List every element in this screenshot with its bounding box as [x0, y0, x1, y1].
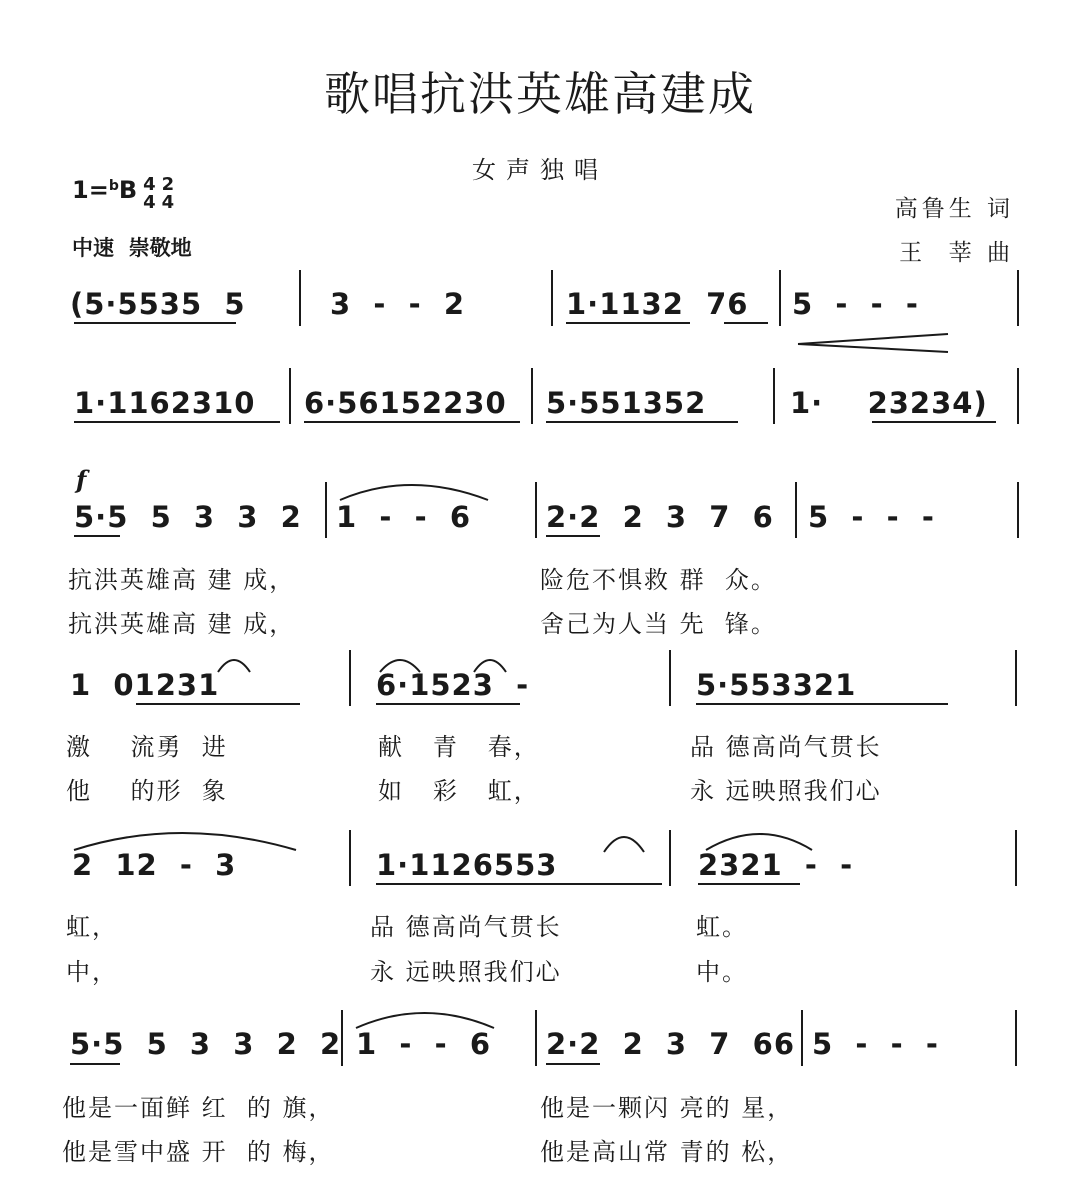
notation-line-3-measure-2: 1 - - 6 [336, 500, 472, 534]
lyrics-line-6-verse-2-part-1: 他是雪中盛 开 的 梅， [62, 1138, 335, 1166]
slur [380, 660, 420, 672]
notation-line-6-measure-2: 1 - - 6 [356, 1027, 492, 1061]
notation-line-6-measure-4: 5 - - - [812, 1027, 939, 1061]
notation-line-5-measure-2: 1·1126553 [376, 848, 558, 882]
notation-line-1-measure-3: 1·1132 76 [566, 287, 749, 321]
composer-credit: 王 莘 曲 [899, 240, 1014, 266]
lyrics-line-4-verse-2-part-3: 永 远映照我们心 [690, 777, 882, 805]
lyricist-credit: 高鲁生 词 [894, 196, 1014, 222]
notation-line-6-measure-1: 5·5 5 3 3 2 2 [70, 1027, 342, 1061]
slur [474, 660, 506, 672]
lyrics-line-6-verse-1-part-2: 他是一颗闪 亮的 星， [540, 1094, 794, 1122]
notation-line-2-measure-2: 6·56152230 [304, 386, 507, 420]
dynamic-marking: f [76, 465, 87, 494]
lyrics-line-4-verse-2-part-2: 如 彩 虹， [378, 777, 540, 805]
lyrics-line-3-verse-1-part-1: 抗洪英雄高 建 成， [68, 566, 296, 594]
performance-type: 女声独唱 [472, 156, 608, 184]
lyrics-line-4-verse-1-part-1: 激 流勇 进 [66, 733, 228, 761]
lyrics-line-5-verse-1-part-1: 虹， [66, 913, 118, 941]
slur [74, 833, 296, 850]
lyrics-line-3-verse-1-part-2: 险危不惧救 群 众。 [540, 566, 777, 594]
notation-line-2-measure-4: 1· 23234) [790, 386, 988, 420]
lyrics-line-4-verse-1-part-3: 品 德高尚气贯长 [690, 733, 882, 761]
notation-line-4-measure-1: 1 01231 [70, 668, 220, 702]
slur [356, 1013, 494, 1028]
notation-line-4-measure-3: 5·553321 [696, 668, 857, 702]
notation-line-3-measure-3: 2·2 2 3 7 6 [546, 500, 774, 534]
hairpin [798, 344, 948, 352]
time-signature-1: 4 4 [143, 174, 156, 213]
lyrics-line-6-verse-2-part-2: 他是高山常 青的 松， [540, 1138, 794, 1166]
song-title: 歌唱抗洪英雄高建成 [324, 67, 756, 121]
notation-line-3-measure-1: 5·5 5 3 3 2 [74, 500, 302, 534]
lyrics-line-5-verse-2-part-1: 中， [66, 958, 118, 986]
slur [340, 485, 488, 500]
lyrics-line-4-verse-2-part-1: 他 的形 象 [66, 777, 228, 805]
slur [218, 660, 250, 672]
lyrics-line-3-verse-2-part-2: 舍己为人当 先 锋。 [540, 610, 777, 638]
notation-line-3-measure-4: 5 - - - [808, 500, 935, 534]
hairpin [798, 334, 948, 344]
lyrics-line-5-verse-2-part-3: 中。 [696, 958, 748, 986]
lyrics-line-5-verse-1-part-2: 品 德高尚气贯长 [370, 913, 562, 941]
notation-line-5-measure-3: 2321 - - [698, 848, 854, 882]
notation-line-1-measure-2: 3 - - 2 [330, 287, 466, 321]
tempo-marking: 中速 崇敬地 [72, 236, 192, 260]
lyrics-line-4-verse-1-part-2: 献 青 春， [378, 733, 540, 761]
key-signature: 1=$^b$B 4 42 4 [72, 174, 175, 213]
lyrics-line-5-verse-2-part-2: 永 远映照我们心 [370, 958, 562, 986]
notation-line-2-measure-3: 5·551352 [546, 386, 707, 420]
lyrics-line-6-verse-1-part-1: 他是一面鲜 红 的 旗， [62, 1094, 335, 1122]
slur [706, 834, 812, 850]
notation-line-6-measure-3: 2·2 2 3 7 66 [546, 1027, 796, 1061]
notation-line-2-measure-1: 1·1162310 [74, 386, 256, 420]
notation-line-4-measure-2: 6·1523 - [376, 668, 530, 702]
time-signature-2: 2 4 [161, 174, 175, 213]
lyrics-line-3-verse-2-part-1: 抗洪英雄高 建 成， [68, 610, 296, 638]
lyrics-line-5-verse-1-part-3: 虹。 [696, 913, 748, 941]
notation-line-1-measure-4: 5 - - - [792, 287, 919, 321]
slur [604, 837, 644, 852]
notation-line-5-measure-1: 2 12 - 3 [72, 848, 237, 882]
notation-line-1-measure-1: (5·5535 5 [70, 287, 246, 321]
